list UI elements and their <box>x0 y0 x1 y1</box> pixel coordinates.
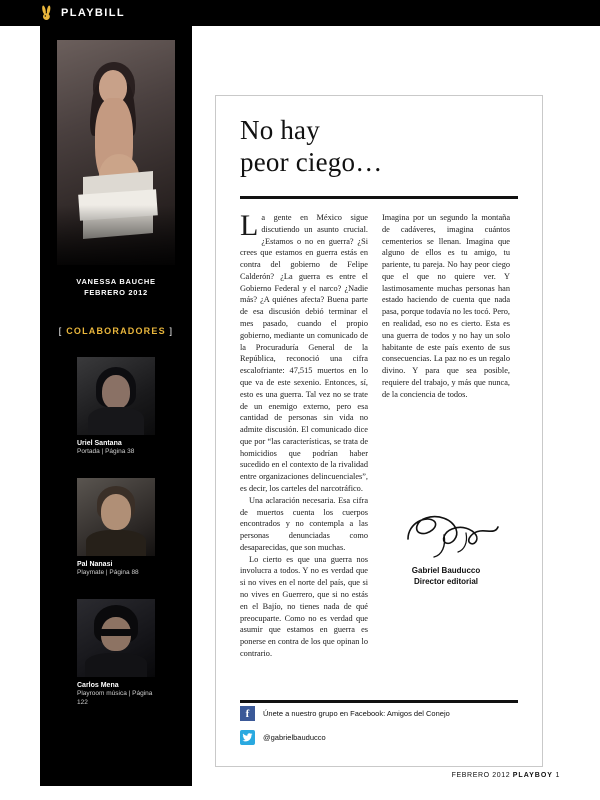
collaborator-photo <box>77 599 155 677</box>
collaborator-photo <box>77 357 155 435</box>
footer-date: FEBRERO 2012 <box>451 772 511 779</box>
collaborator-name: Uriel Santana <box>77 440 122 447</box>
collaborator-item[interactable] <box>77 478 155 578</box>
collaborator-item[interactable] <box>77 599 155 707</box>
twitter-row[interactable] <box>240 730 530 745</box>
twitter-handle: @gabrielbauducco <box>263 733 326 742</box>
footer-page-number: 1 <box>555 772 560 779</box>
footer-brand: PLAYBOY <box>512 772 553 779</box>
cover-name: VANESSA BAUCHE <box>76 277 156 286</box>
rule-top <box>240 196 518 199</box>
bracket-right: ] <box>169 326 174 336</box>
cover-caption <box>40 277 192 299</box>
collaborator-role: Playmate | Página 88 <box>77 569 139 577</box>
bracket-left: [ <box>58 326 63 336</box>
article-paragraph: Lo cierto es que una guerra nos involucra a todos. Y no es verdad que si no vives en el norte del país, que si no vives en Guerrero, que si no estás en el Bajío, no tienes nada de qué preocuparte. Como no es verdad que asumir que estamos en guerra es ponerse en contra de los que opinan lo contrario. <box>240 554 368 658</box>
rule-bottom <box>240 700 518 703</box>
collaborators-label: COLABORADORES <box>66 326 166 336</box>
article-paragraph: Imagina por un segundo la montaña de cadáveres, imagina cuántos cementerios se llenan. Imagina que alguno de ellos es tu amigo, tu pariente, tu pareja. No hay peor ciego que el que no quiere ver. Y lastimosamente muchas personas han estado haciendo de cuenta que nada pasa, porque todavía no les tocó. Pero, en realidad, eso no es cierto. Esta es una guerra de todos y no hay un solo habitante de este país exento de sus consecuencias. La paz no es un regalo divino. Y para que sea posible, requiere del trabajo, y más que nunca, de la conciencia de todos. <box>382 213 510 399</box>
collaborator-photo <box>77 478 155 556</box>
collaborator-name: Carlos Mena <box>77 682 119 689</box>
dropcap: L <box>240 209 259 242</box>
twitter-icon <box>240 730 255 745</box>
signer-block <box>382 566 510 588</box>
collaborator-item[interactable] <box>77 357 155 457</box>
collaborator-role: Playroom música | Página 122 <box>77 690 153 706</box>
gabriel-signature-icon <box>400 505 510 560</box>
page-footer <box>452 772 560 779</box>
collaborator-role: Portada | Página 38 <box>77 448 135 456</box>
masthead <box>0 0 600 26</box>
page-title <box>240 115 540 179</box>
signer-name: Gabriel Bauducco <box>411 566 481 575</box>
article-column-left <box>240 209 368 660</box>
bunny-logo-icon <box>40 5 54 21</box>
article-column-right <box>382 212 510 401</box>
headline-line-1: No hay <box>240 115 320 145</box>
headline-line-2: peor ciego… <box>240 146 383 177</box>
facebook-icon: f <box>240 706 255 721</box>
signer-title: Director editorial <box>413 576 478 586</box>
social-links <box>240 706 530 754</box>
facebook-text: Únete a nuestro grupo en Facebook: Amigos del Conejo <box>263 709 450 718</box>
collaborators-heading <box>40 326 192 336</box>
facebook-row[interactable] <box>240 706 530 721</box>
collaborator-name: Pal Nanasi <box>77 561 113 568</box>
article-paragraph: Una aclaración necesaria. Esa cifra de muertos cuenta los cuerpos encontrados y no contempla a las personas denunciadas como desaparecidas, que son muchas. <box>240 495 368 552</box>
cover-photo <box>57 40 175 265</box>
article-paragraph: a gente en México sigue discutiendo un asunto crucial. ¿Estamos o no en guerra? ¿Si crees que estamos en guerra estás en contra del gobierno de Felipe Calderón? ¿La guerra es entre el Gobierno Federal y el narco? ¿Nadie más? ¿A quiénes afecta? Buena parte de esa discusión debió terminar el mes pasado, cuando el propio gobierno, mediante un comunicado de la Procuraduría General de la República, reconoció una cifra escalofriante: 47,515 muertos en lo que va de este sexenio. Entonces, sí, esto es una guerra. Tal vez no se trate de un enemigo externo, pero esa cantidad de personas sin vida no admite discusión. El comunicado dice que por “las características, se trata de homicidios que podrían haber sucedido en el contexto de la rivalidad entre organizaciones delincuenciales”, es decir, los carteles del narcotráfico. <box>240 213 368 493</box>
cover-date: FEBRERO 2012 <box>84 287 148 297</box>
masthead-brand: PLAYBILL <box>61 7 125 19</box>
